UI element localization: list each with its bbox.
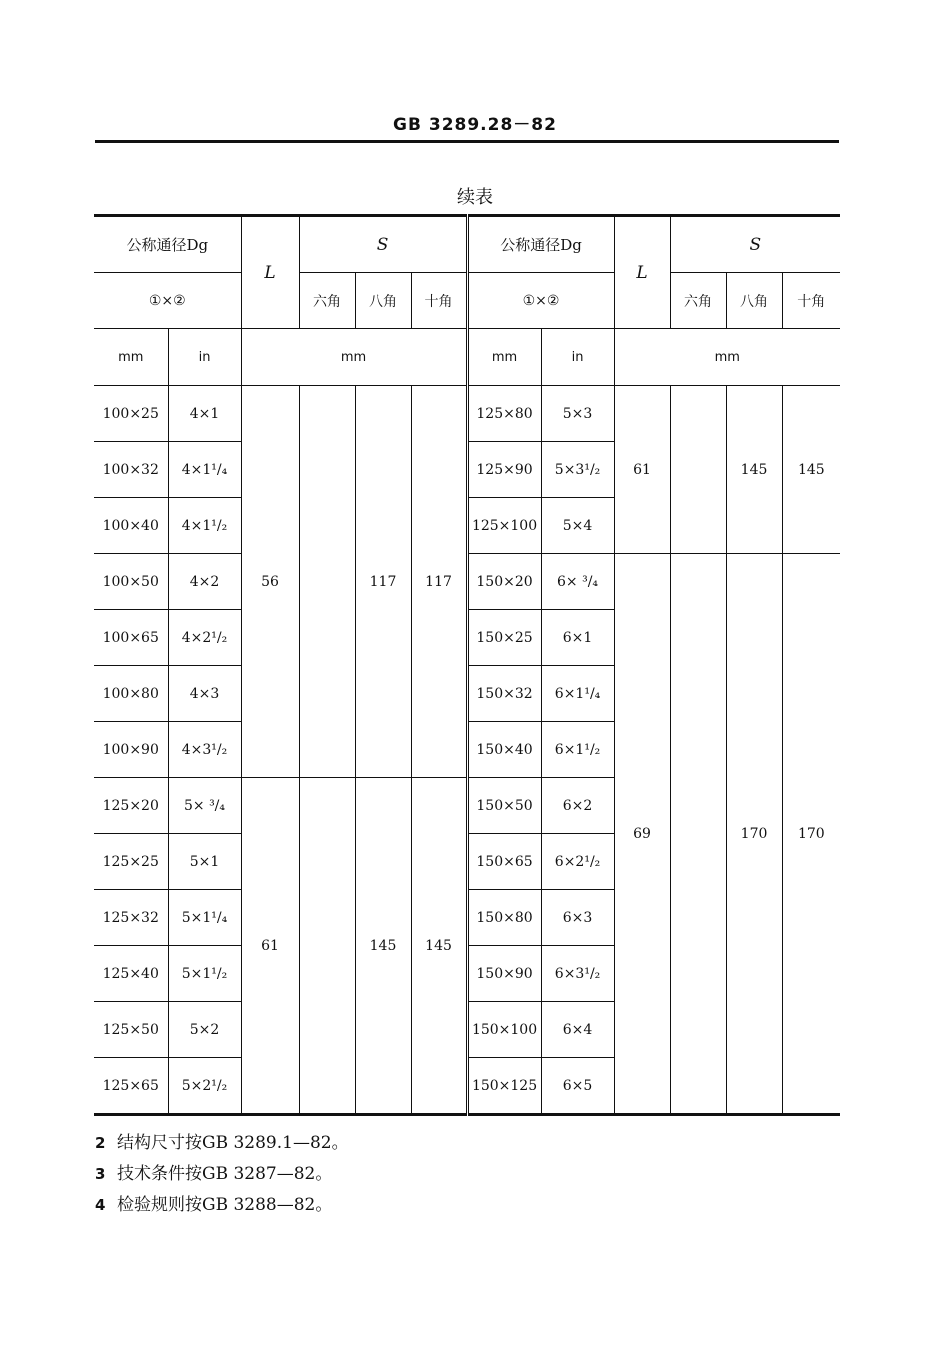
right-mm-cell: 125×100 [467,498,541,554]
right-hex-value [670,386,726,554]
right-dec-value: 145 [782,386,840,554]
right-mm-cell: 150×32 [467,666,541,722]
right-in-cell: 6×4 [541,1002,614,1058]
right-mm-cell: 150×40 [467,722,541,778]
note-number: 2 [95,1134,106,1152]
table-caption: 续表 [457,187,493,208]
unit-mm-left: mm [94,329,168,386]
left-in-cell: 5×2¹/₂ [168,1058,241,1115]
left-oct-value: 117 [355,386,411,778]
right-mm-cell: 150×90 [467,946,541,1002]
left-L-value: 61 [241,778,299,1115]
left-hex-value [299,778,355,1115]
left-mm-cell: 125×32 [94,890,168,946]
unit-mm-right: mm [467,329,541,386]
right-dec-value: 170 [782,554,840,1115]
right-in-cell: 6×1 [541,610,614,666]
left-in-cell: 4×3 [168,666,241,722]
left-mm-cell: 100×80 [94,666,168,722]
oct-header-left: 八角 [355,273,411,329]
note-text: 结构尺寸按GB 3289.1—82。 [117,1133,349,1153]
left-in-cell: 4×2 [168,554,241,610]
right-mm-cell: 150×80 [467,890,541,946]
right-in-cell: 6×5 [541,1058,614,1115]
right-mm-cell: 150×25 [467,610,541,666]
right-mm-cell: 125×80 [467,386,541,442]
note-item [95,1159,349,1190]
right-mm-cell: 125×90 [467,442,541,498]
right-in-cell: 5×4 [541,498,614,554]
note-number: 4 [95,1196,106,1214]
formula-header-left: ①×② [94,273,241,329]
left-L-value: 56 [241,386,299,778]
note-item [95,1128,349,1159]
nominal-diameter-header-right: 公称通径Dg [467,216,614,273]
left-in-cell: 4×1¹/₂ [168,498,241,554]
S-header-left: S [299,216,467,273]
right-mm-cell: 150×65 [467,834,541,890]
left-in-cell: 4×3¹/₂ [168,722,241,778]
dec-header-right: 十角 [782,273,840,329]
left-in-cell: 4×1 [168,386,241,442]
left-in-cell: 4×2¹/₂ [168,610,241,666]
right-in-cell: 6×1¹/₄ [541,666,614,722]
nominal-diameter-header-left: 公称通径Dg [94,216,241,273]
left-mm-cell: 125×65 [94,1058,168,1115]
right-in-cell: 6×3 [541,890,614,946]
dec-header-left: 十角 [411,273,467,329]
formula-header-right: ①×② [467,273,614,329]
right-oct-value: 145 [726,386,782,554]
right-hex-value [670,554,726,1115]
unit-mm-span-left: mm [241,329,467,386]
left-hex-value [299,386,355,778]
L-header-right: L [614,216,670,329]
note-text: 检验规则按GB 3288—82。 [117,1195,333,1215]
oct-header-right: 八角 [726,273,782,329]
left-mm-cell: 100×40 [94,498,168,554]
left-mm-cell: 100×90 [94,722,168,778]
unit-mm-span-right: mm [614,329,840,386]
note-number: 3 [95,1165,106,1183]
right-in-cell: 6×3¹/₂ [541,946,614,1002]
note-item [95,1190,349,1221]
right-L-value: 61 [614,386,670,554]
right-in-cell: 5×3¹/₂ [541,442,614,498]
left-in-cell: 5×1¹/₂ [168,946,241,1002]
left-mm-cell: 100×25 [94,386,168,442]
spec-table [94,214,840,1116]
left-mm-cell: 125×40 [94,946,168,1002]
right-mm-cell: 150×125 [467,1058,541,1115]
left-in-cell: 5×2 [168,1002,241,1058]
right-mm-cell: 150×20 [467,554,541,610]
right-in-cell: 6×1¹/₂ [541,722,614,778]
left-in-cell: 5× ³/₄ [168,778,241,834]
document-id: GB 3289.28－82 [393,115,557,135]
L-header-left: L [241,216,299,329]
right-oct-value: 170 [726,554,782,1115]
right-in-cell: 5×3 [541,386,614,442]
unit-in-right: in [541,329,614,386]
right-in-cell: 6×2 [541,778,614,834]
left-in-cell: 5×1 [168,834,241,890]
left-mm-cell: 100×65 [94,610,168,666]
left-in-cell: 4×1¹/₄ [168,442,241,498]
left-mm-cell: 125×25 [94,834,168,890]
left-dec-value: 117 [411,386,467,778]
left-mm-cell: 125×20 [94,778,168,834]
right-in-cell: 6×2¹/₂ [541,834,614,890]
note-text: 技术条件按GB 3287—82。 [117,1164,333,1184]
left-oct-value: 145 [355,778,411,1115]
hex-header-right: 六角 [670,273,726,329]
table-row [94,386,840,442]
right-L-value: 69 [614,554,670,1115]
left-dec-value: 145 [411,778,467,1115]
S-header-right: S [670,216,840,273]
left-mm-cell: 125×50 [94,1002,168,1058]
right-mm-cell: 150×100 [467,1002,541,1058]
left-mm-cell: 100×50 [94,554,168,610]
right-mm-cell: 150×50 [467,778,541,834]
left-mm-cell: 100×32 [94,442,168,498]
notes-list [95,1128,349,1221]
left-in-cell: 5×1¹/₄ [168,890,241,946]
header-rule [95,140,839,143]
table-row [94,554,840,610]
unit-in-left: in [168,329,241,386]
hex-header-left: 六角 [299,273,355,329]
right-in-cell: 6× ³/₄ [541,554,614,610]
